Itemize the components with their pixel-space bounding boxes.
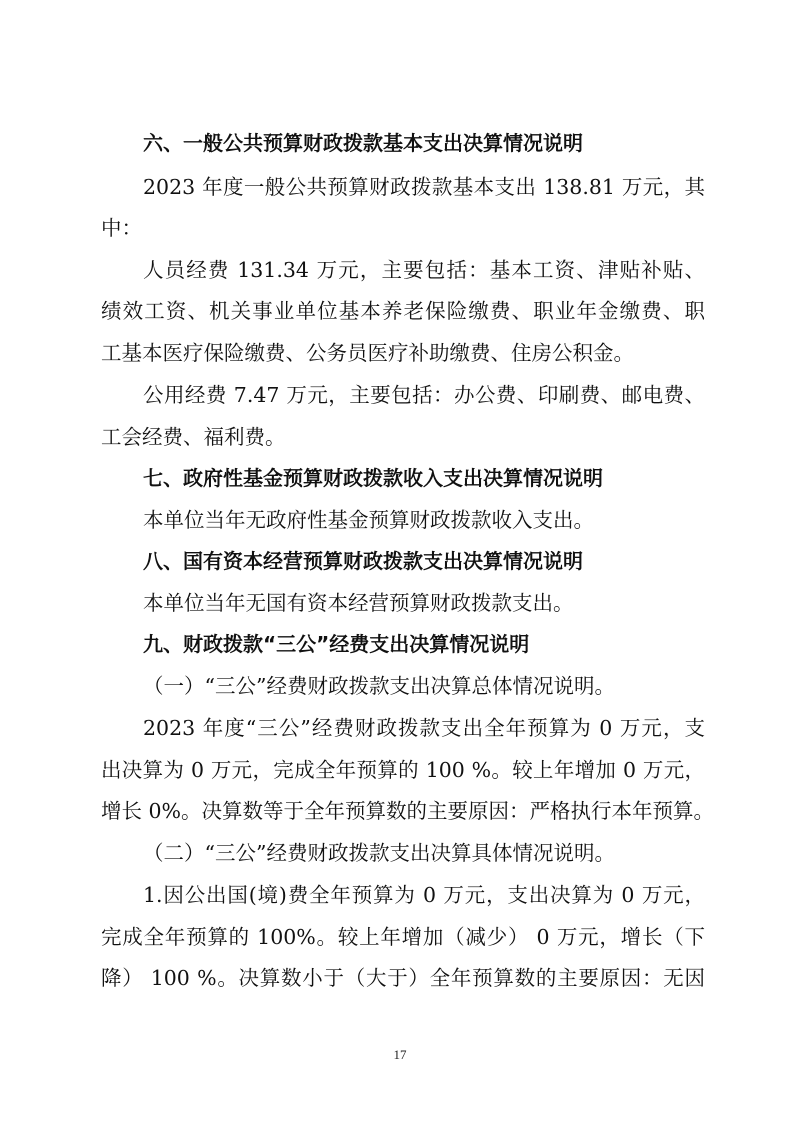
paragraph-line: 本单位当年无政府性基金预算财政拨款收入支出。	[143, 508, 594, 532]
paragraph-line: 2023 年度一般公共预算财政拨款基本支出 138.81 万元，其	[143, 175, 705, 199]
section-heading-7: 七、政府性基金预算财政拨款收入支出决算情况说明	[143, 466, 603, 490]
section-heading-8: 八、国有资本经营预算财政拨款支出决算情况说明	[143, 549, 583, 573]
paragraph-line: 2023 年度“三公”经费财政拨款支出全年预算为 0 万元，支	[143, 716, 705, 740]
subsection-heading: （二）“三公”经费财政拨款支出决算具体情况说明。	[143, 841, 615, 865]
section-heading-9: 九、财政拨款“三公”经费支出决算情况说明	[143, 632, 530, 656]
paragraph-line: 降） 100 %。决算数小于（大于）全年预算数的主要原因：无因	[101, 966, 705, 990]
page-number: 17	[393, 1047, 407, 1062]
paragraph-line: 1.因公出国(境)费全年预算为 0 万元，支出决算为 0 万元，	[143, 883, 705, 907]
section-heading-6: 六、一般公共预算财政拨款基本支出决算情况说明	[143, 131, 583, 155]
paragraph-line: 中：	[101, 216, 142, 240]
paragraph-line: 公用经费 7.47 万元，主要包括：办公费、印刷费、邮电费、	[143, 383, 705, 407]
paragraph-line: 工基本医疗保险缴费、公务员医疗补助缴费、住房公积金。	[101, 341, 634, 365]
paragraph-line: 工会经费、福利费。	[101, 425, 286, 449]
paragraph-line: 人员经费 131.34 万元，主要包括：基本工资、津贴补贴、	[143, 258, 705, 282]
paragraph-line: 绩效工资、机关事业单位基本养老保险缴费、职业年金缴费、职	[101, 299, 705, 323]
subsection-heading: （一）“三公”经费财政拨款支出决算总体情况说明。	[143, 674, 615, 698]
paragraph-line: 增长 0%。决算数等于全年预算数的主要原因：严格执行本年预算。	[101, 799, 715, 823]
paragraph-line: 本单位当年无国有资本经营预算财政拨款支出。	[143, 591, 574, 615]
paragraph-line: 出决算为 0 万元，完成全年预算的 100 %。较上年增加 0 万元，	[101, 758, 705, 782]
paragraph-line: 完成全年预算的 100%。较上年增加（减少） 0 万元，增长（下	[101, 925, 705, 949]
